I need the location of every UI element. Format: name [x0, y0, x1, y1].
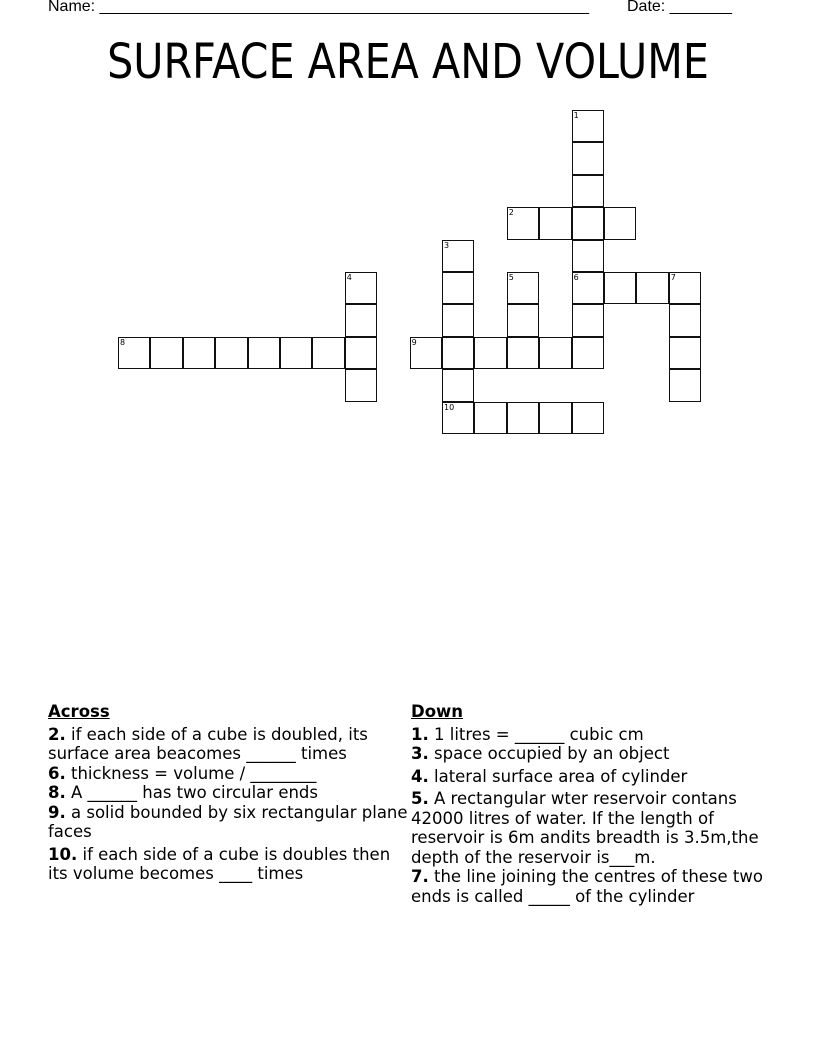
cell-number: 10 — [444, 402, 455, 412]
grid-cell[interactable] — [604, 207, 636, 239]
clue-across-9 — [48, 803, 408, 842]
grid-cell[interactable] — [345, 304, 377, 336]
clue-down-5 — [411, 789, 781, 867]
clue-across-2 — [48, 725, 408, 764]
clue-down-7 — [411, 867, 781, 906]
cell-number: 2 — [508, 208, 514, 218]
grid-cell[interactable] — [442, 240, 474, 272]
clue-down-1 — [411, 725, 781, 745]
clue-text: if each side of a cube is doubled, its surface area beacomes ______ times — [48, 724, 368, 763]
grid-cell[interactable] — [539, 337, 571, 369]
clue-number: 5. — [411, 789, 429, 808]
grid-cell[interactable] — [118, 337, 150, 369]
grid-cell[interactable] — [669, 337, 701, 369]
clue-down-4 — [411, 767, 781, 787]
grid-cell[interactable] — [183, 337, 215, 369]
clue-number: 8. — [48, 783, 66, 802]
grid-cell[interactable] — [474, 337, 506, 369]
clue-text: if each side of a cube is doubles then its volume becomes ____ times — [48, 844, 391, 883]
clue-number: 9. — [48, 802, 66, 822]
grid-cell[interactable] — [572, 142, 604, 174]
clue-text: the line joining the centres of these two ends is called _____ of the cylinder — [411, 867, 763, 906]
grid-cell[interactable] — [442, 272, 474, 304]
clue-text: 1 litres = ______ cubic cm — [428, 724, 644, 744]
clue-number: 6. — [48, 763, 66, 783]
cell-number: 4 — [346, 273, 352, 282]
grid-cell[interactable] — [248, 337, 280, 369]
cell-number: 1 — [573, 111, 579, 120]
grid-cell[interactable] — [669, 272, 701, 304]
grid-cell[interactable] — [669, 304, 701, 336]
clue-number: 4. — [411, 766, 429, 786]
grid-cell[interactable] — [345, 272, 377, 304]
grid-cell[interactable] — [507, 272, 539, 304]
grid-cell[interactable] — [572, 175, 604, 207]
clue-down-3 — [411, 744, 781, 764]
clue-text: a solid bounded by six rectangular plane faces — [48, 802, 408, 841]
grid-cell[interactable] — [572, 402, 604, 434]
clue-text: A rectangular wter reservoir contans 42000 litres of water. If the length of reservoir is 6m andits breadth is 3.5m,the depth of the reservoir is___m. — [411, 789, 759, 867]
cell-number: 6 — [573, 273, 579, 282]
clue-number: 3. — [411, 744, 429, 763]
grid-cell[interactable] — [572, 304, 604, 336]
grid-cell[interactable] — [345, 369, 377, 401]
grid-cell[interactable] — [507, 304, 539, 336]
clue-number: 7. — [411, 867, 429, 886]
grid-cell[interactable] — [636, 272, 668, 304]
clue-number: 10. — [48, 844, 78, 864]
clue-text: A ______ has two circular ends — [65, 783, 318, 802]
cell-number: 9 — [411, 337, 417, 347]
grid-cell[interactable] — [572, 272, 604, 304]
grid-cell[interactable] — [312, 337, 344, 369]
grid-cell[interactable] — [572, 110, 604, 142]
date-field: Date: _______ — [627, 0, 732, 15]
grid-cell[interactable] — [539, 207, 571, 239]
grid-cell[interactable] — [507, 207, 539, 239]
grid-cell[interactable] — [442, 402, 474, 434]
cell-number: 3 — [444, 240, 450, 250]
grid-cell[interactable] — [442, 304, 474, 336]
grid-cell[interactable] — [280, 337, 312, 369]
grid-cell[interactable] — [474, 402, 506, 434]
grid-cell[interactable] — [345, 337, 377, 369]
grid-cell[interactable] — [215, 337, 247, 369]
across-clues — [48, 702, 408, 887]
grid-cell[interactable] — [507, 402, 539, 434]
clue-across-6 — [48, 764, 408, 784]
grid-cell[interactable] — [442, 337, 474, 369]
cell-number: 5 — [508, 273, 514, 282]
clue-number: 2. — [48, 724, 66, 744]
grid-cell[interactable] — [410, 337, 442, 369]
grid-cell[interactable] — [604, 272, 636, 304]
clue-across-10 — [48, 845, 408, 884]
cell-number: 8 — [120, 337, 126, 347]
clue-number: 1. — [411, 724, 429, 744]
cell-number: 7 — [670, 273, 676, 282]
page-title: SURFACE AREA AND VOLUME — [107, 34, 709, 90]
across-heading: Across — [48, 702, 110, 721]
grid-cell[interactable] — [572, 337, 604, 369]
grid-cell[interactable] — [572, 207, 604, 239]
grid-cell[interactable] — [507, 337, 539, 369]
grid-cell[interactable] — [539, 402, 571, 434]
name-field: Name: _______________________________________________________ — [48, 0, 589, 15]
down-clues — [411, 702, 781, 909]
grid-cell[interactable] — [442, 369, 474, 401]
clue-across-8 — [48, 783, 408, 803]
clue-text: space occupied by an object — [428, 744, 670, 763]
clue-text: lateral surface area of cylinder — [428, 766, 688, 786]
grid-cell[interactable] — [572, 240, 604, 272]
down-heading: Down — [411, 702, 464, 721]
grid-cell[interactable] — [150, 337, 182, 369]
grid-cell[interactable] — [669, 369, 701, 401]
clue-text: thickness = volume / ________ — [65, 763, 317, 783]
